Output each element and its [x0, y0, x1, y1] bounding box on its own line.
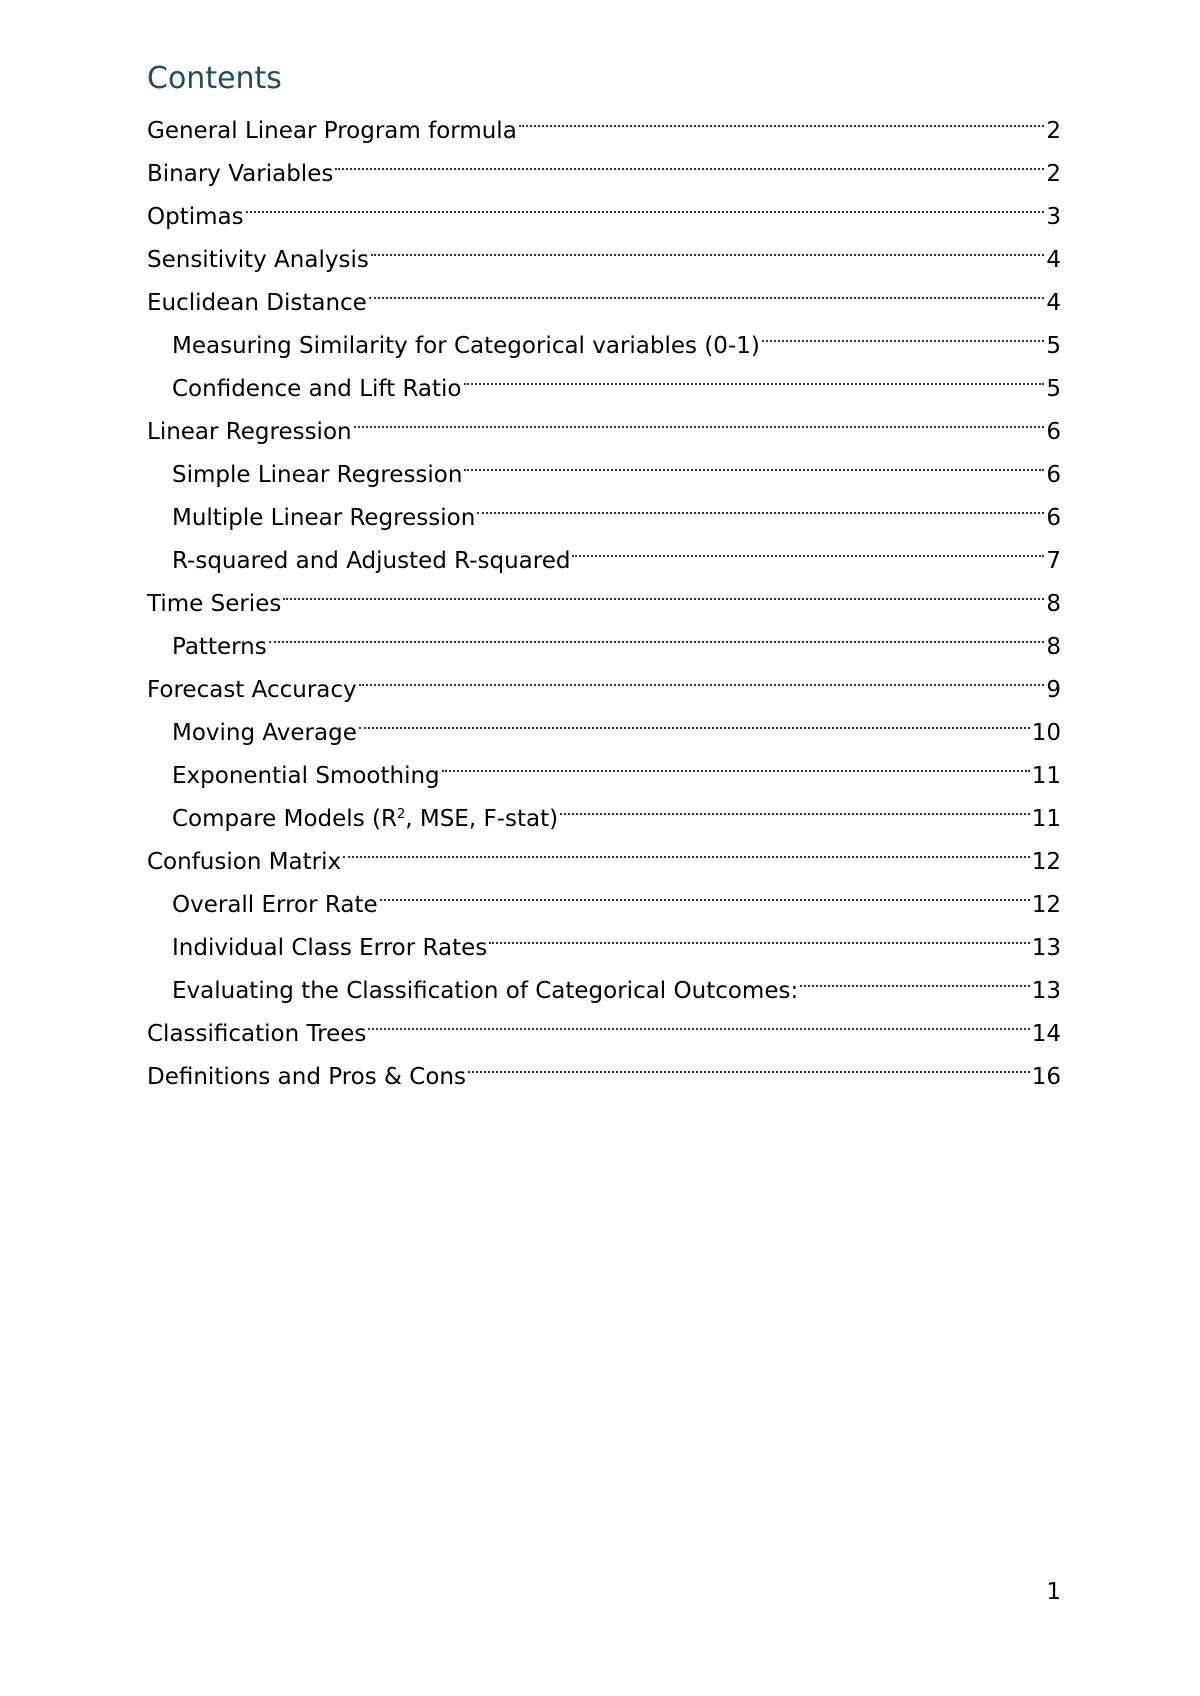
toc-entry-label: Binary Variables	[147, 161, 334, 187]
toc-leader-dots	[354, 396, 1045, 439]
toc-leader-dots	[371, 224, 1045, 267]
toc-leader-dots	[762, 310, 1045, 353]
toc-entry-page: 13	[1031, 935, 1061, 961]
toc-entry-page: 11	[1031, 763, 1061, 789]
toc-leader-dots	[442, 740, 1030, 783]
toc-entry-page: 10	[1031, 720, 1061, 746]
toc-entry-page: 14	[1031, 1021, 1061, 1047]
toc-entry-page: 7	[1046, 548, 1061, 574]
toc-leader-dots	[477, 482, 1044, 525]
superscript: 2	[396, 807, 406, 822]
toc-leader-dots	[464, 353, 1045, 396]
toc-entry[interactable]	[147, 611, 1061, 660]
toc-entry-label: Overall Error Rate	[172, 892, 378, 918]
toc-entry-label: Confusion Matrix	[147, 849, 342, 875]
toc-entry[interactable]	[147, 95, 1061, 144]
toc-entry-page: 2	[1046, 118, 1061, 144]
toc-leader-dots	[269, 611, 1045, 654]
toc-entry-page: 4	[1046, 247, 1061, 273]
toc-entry-label: Multiple Linear Regression	[172, 505, 476, 531]
toc-entry-label: Individual Class Error Rates	[172, 935, 488, 961]
toc-leader-dots	[560, 783, 1030, 826]
toc-entry-page: 6	[1046, 505, 1061, 531]
toc-leader-dots	[468, 1041, 1030, 1084]
toc-leader-dots	[800, 955, 1030, 998]
toc-entry-label: Forecast Accuracy	[147, 677, 357, 703]
toc-leader-dots	[283, 568, 1044, 611]
toc-entry-page: 13	[1031, 978, 1061, 1004]
toc-leader-dots	[464, 439, 1044, 482]
toc-entry-page: 5	[1046, 376, 1061, 402]
toc-entry-label: Exponential Smoothing	[172, 763, 440, 789]
toc-leader-dots	[359, 697, 1030, 740]
toc-leader-dots	[380, 869, 1030, 912]
toc-entry-page: 2	[1046, 161, 1061, 187]
toc-entry-page: 8	[1046, 591, 1061, 617]
toc-entry-label: Time Series	[147, 591, 282, 617]
toc-entry-label: Moving Average	[172, 720, 357, 746]
toc-leader-dots	[335, 138, 1044, 181]
toc-leader-dots	[519, 95, 1045, 138]
toc-entry-label: Linear Regression	[147, 419, 352, 445]
toc-entry-page: 16	[1031, 1064, 1061, 1090]
toc-entry-label: Sensitivity Analysis	[147, 247, 369, 273]
toc-entry-label: Optimas	[147, 204, 244, 230]
toc-leader-dots	[246, 181, 1045, 224]
toc-entry-label-text: Compare Models (R	[172, 806, 397, 832]
toc-entry[interactable]	[147, 224, 1061, 273]
toc-entry-label: Definitions and Pros & Cons	[147, 1064, 466, 1090]
toc-entry-label: R-squared and Adjusted R-squared	[172, 548, 571, 574]
toc-leader-dots	[572, 525, 1044, 568]
toc-entry-page: 8	[1046, 634, 1061, 660]
toc-leader-dots	[343, 826, 1030, 869]
toc-entry[interactable]	[147, 568, 1061, 617]
toc-list	[147, 95, 1061, 1090]
toc-entry-page: 11	[1031, 806, 1061, 832]
toc-leader-dots	[489, 912, 1029, 955]
toc-entry-page: 9	[1046, 677, 1061, 703]
toc-entry-label: Patterns	[172, 634, 267, 660]
toc-entry-page: 4	[1046, 290, 1061, 316]
toc-leader-dots	[369, 267, 1045, 310]
toc-leader-dots	[359, 654, 1045, 697]
toc-entry-page: 6	[1046, 419, 1061, 445]
toc-entry-page: 12	[1031, 892, 1061, 918]
toc-entry-label: Measuring Similarity for Categorical variables (0-1)	[172, 333, 760, 359]
page-number: 1	[1046, 1579, 1061, 1605]
toc-leader-dots	[368, 998, 1029, 1041]
toc-entry-label: Simple Linear Regression	[172, 462, 463, 488]
toc-entry-page: 6	[1046, 462, 1061, 488]
toc-entry-label-suffix: , MSE, F-stat)	[405, 806, 559, 832]
toc-entry-label: Euclidean Distance	[147, 290, 367, 316]
toc-entry-label: General Linear Program formula	[147, 118, 517, 144]
toc-title: Contents	[147, 61, 282, 96]
toc-entry-page: 5	[1046, 333, 1061, 359]
toc-entry[interactable]	[147, 654, 1061, 703]
toc-entry-label: Classification Trees	[147, 1021, 367, 1047]
toc-entry-page: 3	[1046, 204, 1061, 230]
toc-entry-page: 12	[1031, 849, 1061, 875]
toc-entry-label: Confidence and Lift Ratio	[172, 376, 462, 402]
toc-entry[interactable]	[147, 181, 1061, 230]
toc-entry-label: Evaluating the Classification of Categorical Outcomes:	[172, 978, 799, 1004]
